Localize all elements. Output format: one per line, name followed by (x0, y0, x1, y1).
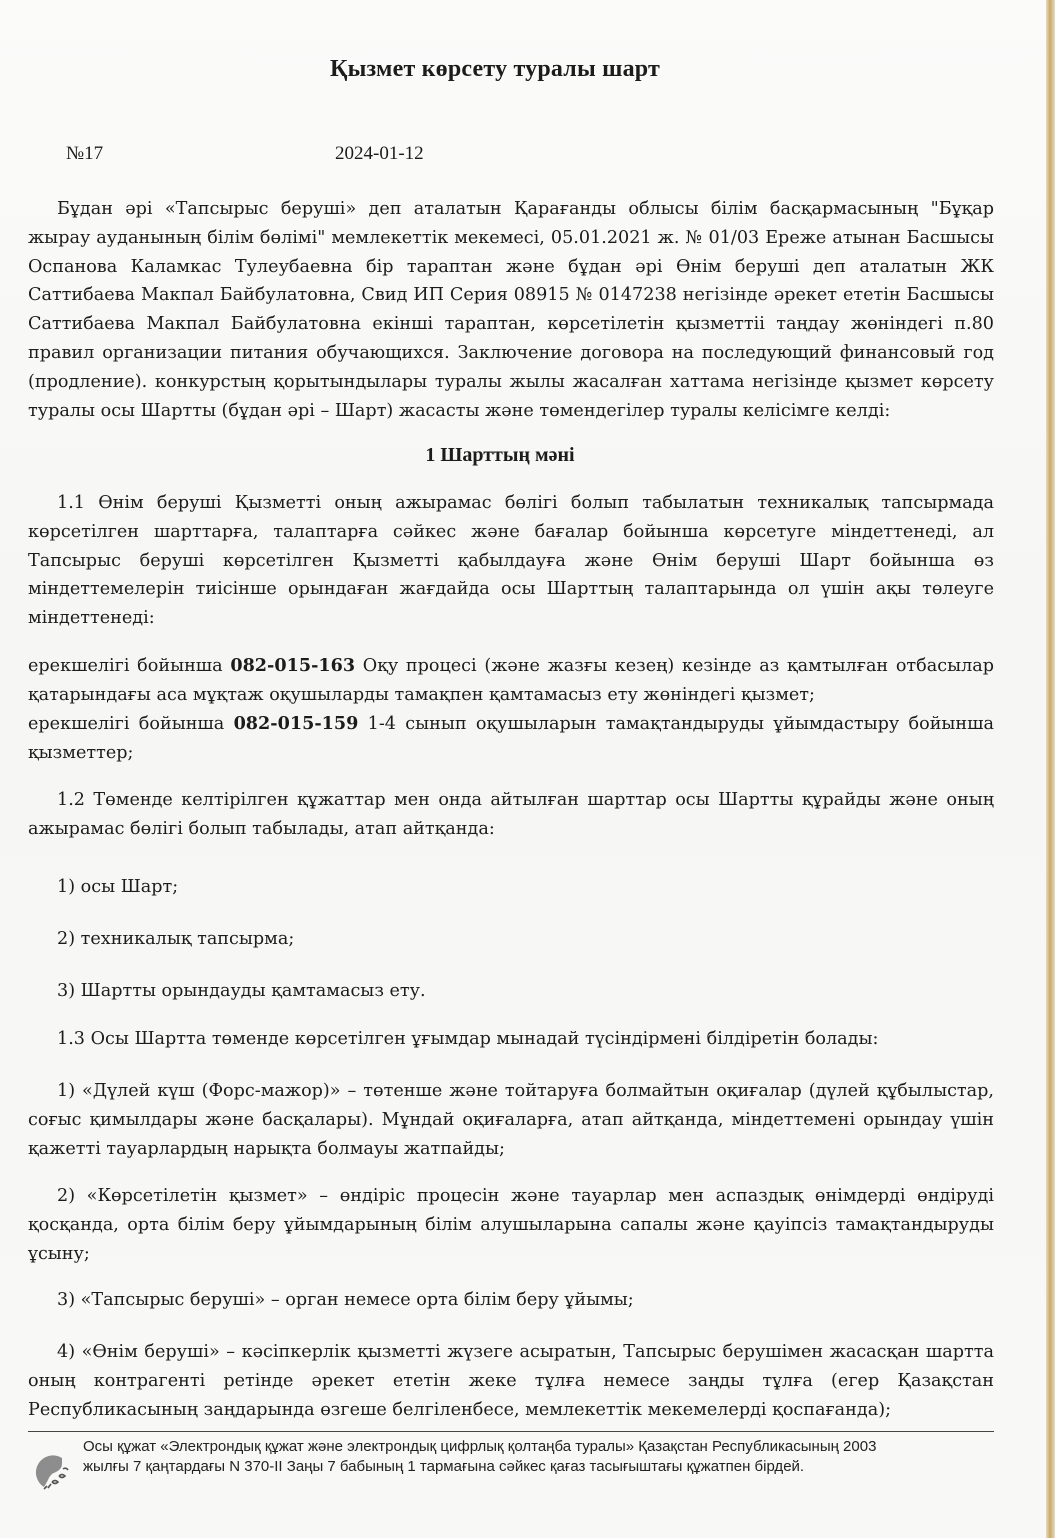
clause-1-2: 1.2 Төменде келтірілген құжаттар мен онда айтылған шарттар осы Шартты құрайды және оның ажырамас бөлігі болып табылады, атап айтқанда: (28, 790, 994, 839)
document-title: Қызмет көрсету туралы шарт (330, 56, 660, 82)
definition-item: 4) «Өнім беруші» – кәсіпкерлік қызметті жүзеге асыратын, Тапсырыс берушімен жасасқан шартта оның контрагенті ретінде әрекет ететін жеке тұлға немесе заңды тұлға (егер Қазақстан Республикасының заңдарында өзгеше белгіленбесе, мемлекеттік мекемелерді қоспағанда); (28, 1342, 994, 1420)
service-item (28, 652, 994, 710)
clause-1-1: 1.1 Өнім беруші Қызметті оның ажырамас бөлігі болып табылатын техникалық тапсырмада көрсетілген шарттарға, талаптарға сәйкес және бағалар бойынша көрсетуге міндеттенеді, ал Тапсырыс беруші көрсетілген Қызметті қабылдауға және Өнім беруші Шарт бойынша өз міндеттемелерін тиісінше орындаған жағдайда осы Шарттың талаптарында ол үшін ақы төлеуге міндеттенеді: (28, 493, 994, 629)
preamble-paragraph: Бұдан әрі «Тапсырыс беруші» деп аталатын Қарағанды облысы білім басқармасының "Бұқар жырау ауданының білім бөлімі" мемлекеттік мекемесі, 05.01.2021 ж. № 01/03 Ереже атынан Басшысы Оспанова Каламкас Тулеубаевна бір тараптан және бұдан әрі Өнім беруші деп аталатын ЖК Саттибаева Макпал Байбулатовна, Свид ИП Серия 08915 № 0147238 негізінде әрекет ететін Басшысы Саттибаева Макпал Байбулатовна екінші тараптан, көрсетілетін қызметтіі таңдау жөніндегі п.80 правил организации питания обучающихся. Заключение договора на последующий финансовый год (продление). конкурстың қорытындылары туралы жылы жасалған хаттама негізінде қызмет көрсету туралы осы Шартты (бұдан әрі – Шарт) жасасты және төмендегілер туралы келісімге келді: (28, 199, 994, 421)
service-description: 1-4 сынып оқушыларын тамақтандыруды ұйымдастыру бойынша қызметтер; (28, 714, 994, 763)
footer-legal-notice: Осы құжат «Электрондық құжат және электрондық цифрлық қолтаңба туралы» Қазақстан Республикасының 2003 жылғы 7 қаңтардағы N 370-II Заңы 7 бабының 1 тармағына сәйкес қағаз тасығыштағы құжатпен бірдей. (83, 1438, 877, 1475)
definition-item: 2) «Көрсетілетін қызмет» – өндіріс процесін және тауарлар мен аспаздық өнімдерді өндіруді қосқанда, орта білім беру ұйымдарының білім алушыларына сапалы және қауіпсіз тамақтандыруды ұсыну; (28, 1186, 994, 1264)
section-1-heading: 1 Шарттың мәні (425, 444, 575, 466)
egov-seal-icon (32, 1452, 72, 1492)
service-description: Оқу процесі (және жазғы кезең) кезінде аз қамтылған отбасылар қатарындағы аса мұқтаж оқушыларды тамақпен қамтамасыз ету жөніндегі қызмет; (28, 656, 995, 705)
service-prefix: ерекшелігі бойынша (28, 714, 234, 734)
contract-date: 2024-01-12 (335, 143, 424, 164)
clause-1-2-item: 3) Шартты орындауды қамтамасыз ету. (57, 981, 426, 1001)
paper-edge (1046, 0, 1055, 1538)
definition-item: 1) «Дүлей күш (Форс-мажор)» – төтенше және тойтаруға болмайтын оқиғалар (дүлей құбылыстар, соғыс қимылдары және басқалары). Мұндай оқиғаларға, атап айтқанда, міндеттемені орындау үшін қажетті тауарлардың нарықта болмауы жатпайды; (28, 1081, 994, 1159)
definition-item: 3) «Тапсырыс беруші» – орган немесе орта білім беру ұйымы; (57, 1290, 634, 1310)
service-code: 082-015-163 (230, 655, 356, 676)
contract-number: №17 (66, 143, 104, 164)
service-code: 082-015-159 (233, 713, 359, 734)
service-prefix: ерекшелігі бойынша (28, 656, 231, 676)
clause-1-2-item: 1) осы Шарт; (57, 877, 179, 897)
clause-1-3: 1.3 Осы Шартта төменде көрсетілген ұғымдар мынадай түсіндірмені білдіретін болады: (57, 1029, 879, 1049)
service-item (28, 710, 994, 768)
clause-1-2-item: 2) техникалық тапсырма; (57, 929, 295, 949)
footer-divider (28, 1431, 994, 1432)
